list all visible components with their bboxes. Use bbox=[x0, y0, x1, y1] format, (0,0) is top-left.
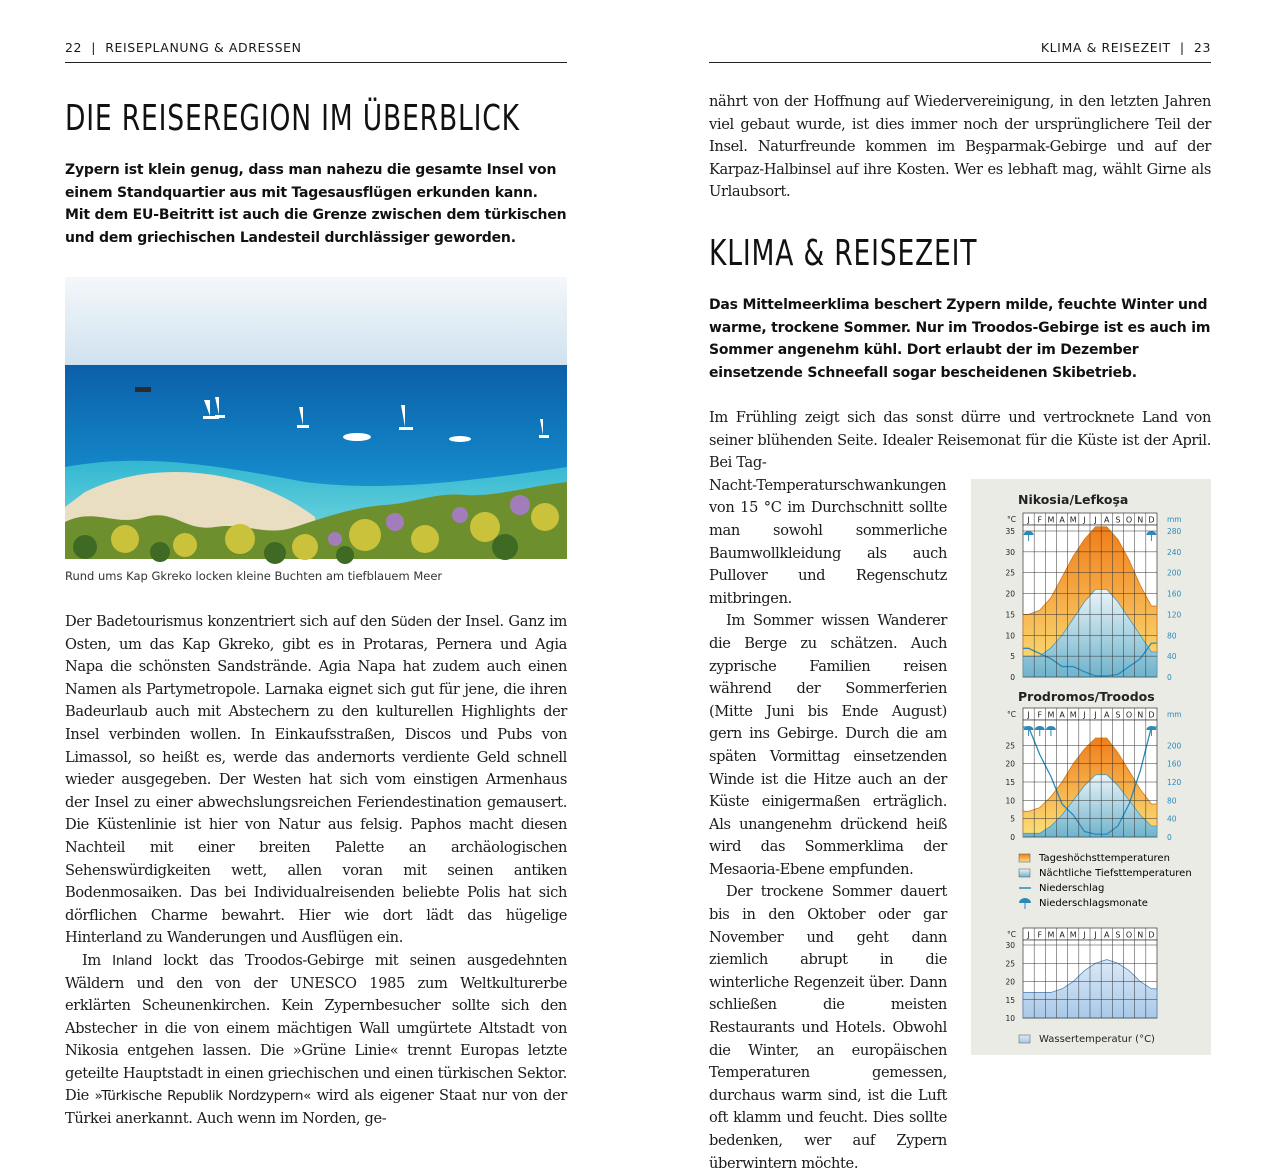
paragraph: Nacht-Temperaturschwankungen von 15 °C im Durchschnitt sollte man sowohl sommerliche Baumwollkleidung als auch Pullover und Regenschutz mitbringen. bbox=[709, 476, 947, 607]
unit-celsius: °C bbox=[1007, 515, 1016, 524]
y-tick-label: 30 bbox=[1005, 941, 1015, 950]
y2-tick-label: 0 bbox=[1167, 833, 1172, 842]
y2-tick-label: 80 bbox=[1167, 796, 1177, 806]
month-label: N bbox=[1137, 930, 1144, 940]
month-label: J bbox=[1083, 930, 1086, 940]
heading-climate: KLIMA & REISEZEIT bbox=[709, 233, 978, 274]
y-tick-label: 20 bbox=[1005, 759, 1015, 769]
month-label: S bbox=[1115, 710, 1121, 720]
y-tick-label: 20 bbox=[1005, 589, 1015, 599]
month-label: S bbox=[1115, 930, 1121, 940]
unit-celsius: °C bbox=[1007, 930, 1016, 939]
bay-illustration bbox=[65, 277, 567, 559]
y-tick-label: 0 bbox=[1010, 673, 1015, 682]
intro-region-overview: Zypern ist klein genug, dass man nahezu die gesamte Insel von einem Standquartier aus mit Tagesausflügen erkunden kann. Mit dem EU-Beitritt ist auch die Grenze zwischen dem türkischen und dem griechischen Landesteil durchlässiger geworden. bbox=[65, 162, 567, 246]
y-tick-label: 30 bbox=[1005, 547, 1015, 557]
month-label: F bbox=[1037, 930, 1043, 940]
month-label: O bbox=[1125, 930, 1133, 940]
paragraph-full-width: Im Frühling zeigt sich das sonst dürre und vertrocknete Land von seiner blühenden Seite. Idealer Reisemonat für die Küste ist der April. Bei Tag- bbox=[709, 409, 1211, 472]
paragraph: Im Inland lockt das Troodos-Gebirge mit seinen ausgedehnten Wäldern und den von der UNESCO 1985 zum Weltkulturerbe erklärten Scheunenkirchen. Kein Zypernbesucher sollte sich den Abstecher in die von einem mächtigen Wall umgürtete Altstadt von Nikosia entgehen lassen. Die »Grüne Linie« trennt Europas letzte geteilte Hauptstadt in einen griechischen und einen türkischen Sektor. Die »Türkische Republik Nordzypern« wird als eigener Staat nur von der Türkei anerkannt. Auch wenn im Norden, ge- bbox=[65, 951, 567, 1128]
y2-tick-label: 80 bbox=[1167, 631, 1177, 641]
y-tick-label: 15 bbox=[1005, 610, 1015, 620]
y-tick-label: 10 bbox=[1005, 796, 1015, 806]
y-tick-label: 25 bbox=[1005, 741, 1015, 751]
body-text-left bbox=[65, 611, 567, 1131]
month-label: N bbox=[1137, 710, 1144, 720]
y2-tick-label: 40 bbox=[1167, 652, 1177, 662]
y2-tick-label: 200 bbox=[1167, 741, 1182, 751]
y-tick-label: 10 bbox=[1005, 631, 1015, 641]
legend-rain: Niederschlag bbox=[1039, 883, 1105, 894]
y2-tick-label: 0 bbox=[1167, 673, 1172, 682]
month-label: N bbox=[1137, 515, 1144, 525]
y-tick-label: 5 bbox=[1010, 652, 1015, 662]
month-label: O bbox=[1125, 710, 1133, 720]
paragraph: Der Badetourismus konzentriert sich auf den Süden der Insel. Ganz im Osten, um das Kap Gkreko, gibt es in Protaras, Pernera und Agia Napa die schönsten Sandstrände. Agia Napa hat zudem auch einen Namen als Partymetropole. Larnaka eignet sich gut für jene, die ihren Badeurlaub auch mit Abstechern zu den kulturellen Highlights der Insel verbinden wollen. In Einkaufsstraßen, Discos und Pubs von Limassol, so heißt es, werde das andernorts verdiente Geld schnell wieder ausgegeben. Der Westen hat sich vom einstigen Armenhaus der Insel zu einer abwechslungsreichen Feriendestination gemausert. Die Küstenlinie ist hier von Natur aus felsig. Paphos macht diesen Nachteil mit einer breiten Palette an archäologischen Sehenswürdigkeiten wett, allen voran mit seinen antiken Bodenmosaiken. Das bei Individualreisenden beliebte Polis hat sich dörflichen Charme bewahrt. Hier wie dort lädt das hügelige Hinterland zu Wanderungen und Ausflügen ein. bbox=[65, 613, 567, 947]
legend-low: Nächtliche Tiefsttemperaturen bbox=[1039, 868, 1192, 879]
running-header-right: KLIMA & REISEZEIT | 23 bbox=[709, 40, 1211, 63]
unit-mm: mm bbox=[1167, 710, 1182, 719]
y2-tick-label: 160 bbox=[1167, 759, 1182, 769]
month-label: J bbox=[1083, 710, 1086, 720]
intro-climate: Das Mittelmeerklima beschert Zypern milde, feuchte Winter und warme, trockene Sommer. Nur im Troodos-Gebirge ist es auch im Sommer angenehm kühl. Dort erlaubt der im Dezember einsetzende Schneefall sogar bescheidenen Skibetrieb. bbox=[709, 297, 1211, 381]
running-header-left: 22 | REISEPLANUNG & ADRESSEN bbox=[65, 40, 567, 63]
y2-tick-label: 120 bbox=[1167, 610, 1182, 620]
photo-caption: Rund ums Kap Gkreko locken kleine Buchten am tiefblauem Meer bbox=[65, 569, 443, 583]
left-page bbox=[65, 0, 567, 1128]
y-tick-label: 5 bbox=[1010, 814, 1015, 824]
paragraph: Im Sommer wissen Wanderer die Berge zu schätzen. Auch zyprische Familien reisen während der Sommerferien (Mitte Juni bis Ende August) gern ins Gebirge. Durch die am späten Vormittag einsetzenden Winde ist die Hitze auch an der Küste einigermaßen erträglich. Als unangenehm drückend heiß wird das Sommerklima der Mesaoria-Ebene empfunden. bbox=[709, 612, 947, 878]
right-page bbox=[709, 0, 1211, 1172]
month-label: D bbox=[1148, 515, 1155, 525]
y-tick-label: 10 bbox=[1005, 1014, 1015, 1023]
y2-tick-label: 40 bbox=[1167, 814, 1177, 824]
unit-celsius: °C bbox=[1007, 710, 1016, 719]
chart-title: Nikosia/Lefkoşa bbox=[1018, 492, 1129, 507]
legend-rain-months: Niederschlagsmonate bbox=[1039, 898, 1148, 909]
y2-tick-label: 240 bbox=[1167, 547, 1182, 557]
y2-tick-label: 160 bbox=[1167, 589, 1182, 599]
month-label: F bbox=[1037, 515, 1043, 525]
y-tick-label: 25 bbox=[1005, 568, 1015, 578]
y2-tick-label: 280 bbox=[1167, 527, 1182, 536]
y2-tick-label: 200 bbox=[1167, 568, 1182, 578]
y-tick-label: 25 bbox=[1005, 959, 1015, 969]
month-label: J bbox=[1094, 710, 1097, 720]
month-label: D bbox=[1148, 710, 1155, 720]
y-tick-label: 15 bbox=[1005, 995, 1015, 1005]
month-label: A bbox=[1104, 710, 1110, 720]
climate-charts bbox=[971, 479, 1211, 1055]
month-label: S bbox=[1115, 515, 1121, 525]
y2-tick-label: 120 bbox=[1167, 778, 1182, 787]
climate-diagram bbox=[971, 479, 1211, 1055]
chart-title: Prodromos/Troodos bbox=[1018, 689, 1155, 704]
y-tick-label: 20 bbox=[1005, 977, 1015, 987]
heading-region-overview: DIE REISEREGION IM ÜBERBLICK bbox=[65, 98, 520, 139]
month-label: A bbox=[1104, 515, 1110, 525]
month-label: J bbox=[1094, 930, 1097, 940]
month-label: A bbox=[1104, 930, 1110, 940]
legend-swatch-low bbox=[1019, 869, 1030, 877]
coast-photo bbox=[65, 277, 567, 559]
legend-swatch-water bbox=[1019, 1035, 1030, 1043]
continuation-text: nährt von der Hoffnung auf Wiedervereinigung, in den letzten Jahren viel gebaut wurde, ist dies immer noch der ursprünglichere Teil der Insel. Naturfreunde kommen im Beşparmak-Gebirge und auf der Karpaz-Halbinsel auf ihre Kosten. Wer es lebhaft mag, wählt Girne als Urlaubsort. bbox=[709, 93, 1211, 201]
month-label: A bbox=[1059, 930, 1065, 940]
page-number-left: 22 bbox=[65, 40, 83, 55]
y-tick-label: 35 bbox=[1005, 527, 1015, 536]
month-label: F bbox=[1037, 710, 1043, 720]
month-label: J bbox=[1083, 515, 1086, 525]
month-label: J bbox=[1027, 515, 1030, 525]
narrow-column bbox=[709, 475, 947, 1175]
unit-mm: mm bbox=[1167, 515, 1182, 524]
month-label: J bbox=[1027, 930, 1030, 940]
month-label: D bbox=[1148, 930, 1155, 940]
month-label: J bbox=[1027, 710, 1030, 720]
paragraph: Der trockene Sommer dauert bis in den Oktober oder gar November und geht dann ziemlich abrupt in die winterliche Regenzeit über. Dann schließen die meisten Restaurants und Hotels. Obwohl die Winter, an europäischen Temperaturen gemessen, durchaus warm sind, ist die Luft oft klamm und feucht. Dies sollte bedenken, wer auf Zypern überwintern möchte. bbox=[709, 883, 947, 1172]
legend-high: Tageshöchsttemperaturen bbox=[1039, 853, 1170, 864]
month-label: A bbox=[1059, 710, 1065, 720]
section-title-left: REISEPLANUNG & ADRESSEN bbox=[105, 40, 302, 55]
month-label: A bbox=[1059, 515, 1065, 525]
legend bbox=[1019, 853, 1192, 909]
y-tick-label: 15 bbox=[1005, 778, 1015, 787]
legend-swatch-high bbox=[1019, 854, 1030, 862]
month-label: O bbox=[1125, 515, 1133, 525]
month-label: M bbox=[1047, 710, 1055, 720]
y-tick-label: 0 bbox=[1010, 833, 1015, 842]
umbrella-icon bbox=[1019, 898, 1031, 909]
page-number-right: 23 bbox=[1193, 40, 1211, 55]
month-label: M bbox=[1069, 710, 1077, 720]
legend-water: Wassertemperatur (°C) bbox=[1039, 1034, 1155, 1045]
month-label: M bbox=[1069, 930, 1077, 940]
month-label: J bbox=[1094, 515, 1097, 525]
section-title-right: KLIMA & REISEZEIT bbox=[1040, 40, 1171, 55]
month-label: M bbox=[1069, 515, 1077, 525]
month-label: M bbox=[1047, 515, 1055, 525]
month-label: M bbox=[1047, 930, 1055, 940]
